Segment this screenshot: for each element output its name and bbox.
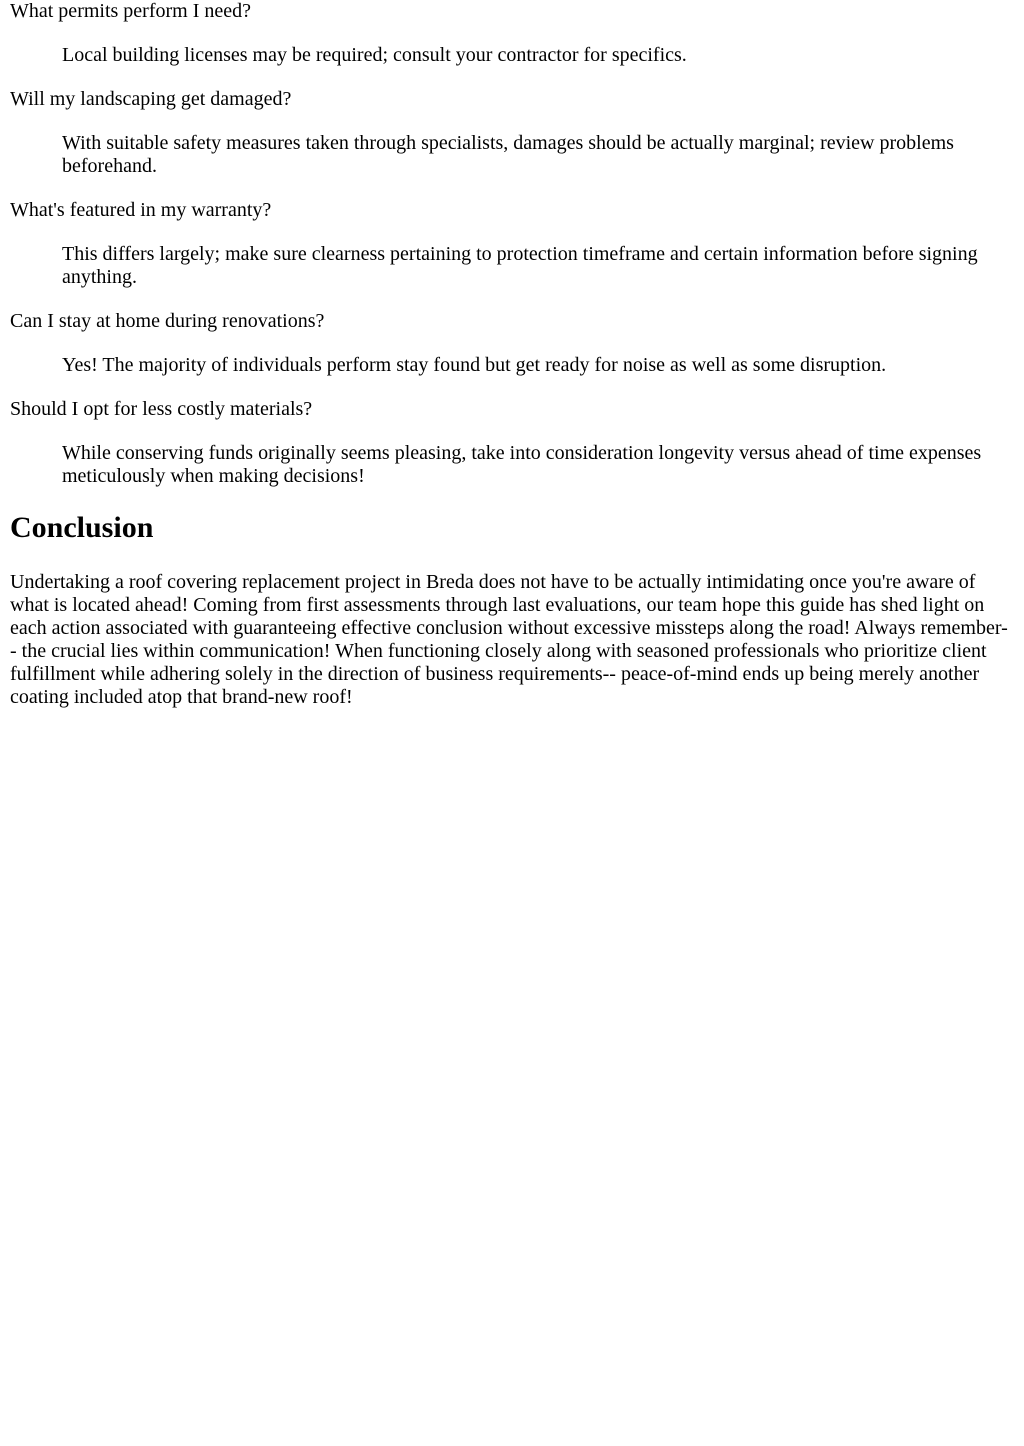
faq-answer: Local building licenses may be required; consult your contractor for specifics. bbox=[62, 44, 687, 66]
faq-question: What's featured in my warranty? bbox=[10, 199, 272, 221]
conclusion-paragraph: Undertaking a roof covering replacement project in Breda does not have to be actually intimidating once you're aware of what is located ahead! Coming from first assessments through last evaluations, our team hope this guide has shed light on each action associated with guaranteeing effective conclusion without excessive missteps along the road! Always remember-- the crucial lies within communication! When functioning closely along with seasoned professionals who prioritize client fulfillment while adhering solely in the direction of business requirements-- peace-of-mind ends up being merely another coating included atop that brand-new roof! bbox=[10, 571, 1008, 708]
faq-question: Will my landscaping get damaged? bbox=[10, 88, 292, 110]
faq-answer: While conserving funds originally seems pleasing, take into consideration longevity versus ahead of time expenses meticulously when making decisions! bbox=[62, 442, 982, 487]
faq-answer: With suitable safety measures taken through specialists, damages should be actually marginal; review problems beforehand. bbox=[62, 132, 954, 177]
faq-question: Should I opt for less costly materials? bbox=[10, 398, 313, 420]
faq-question: What permits perform I need? bbox=[10, 0, 252, 22]
article-page bbox=[0, 0, 1024, 709]
faq-question: Can I stay at home during renovations? bbox=[10, 310, 325, 332]
faq-answer: Yes! The majority of individuals perform stay found but get ready for noise as well as some disruption. bbox=[62, 354, 887, 376]
faq-answer: This differs largely; make sure clearness pertaining to protection timeframe and certain information before signing anything. bbox=[62, 243, 978, 288]
faq-list bbox=[10, 0, 1014, 488]
conclusion-heading: Conclusion bbox=[10, 511, 154, 544]
